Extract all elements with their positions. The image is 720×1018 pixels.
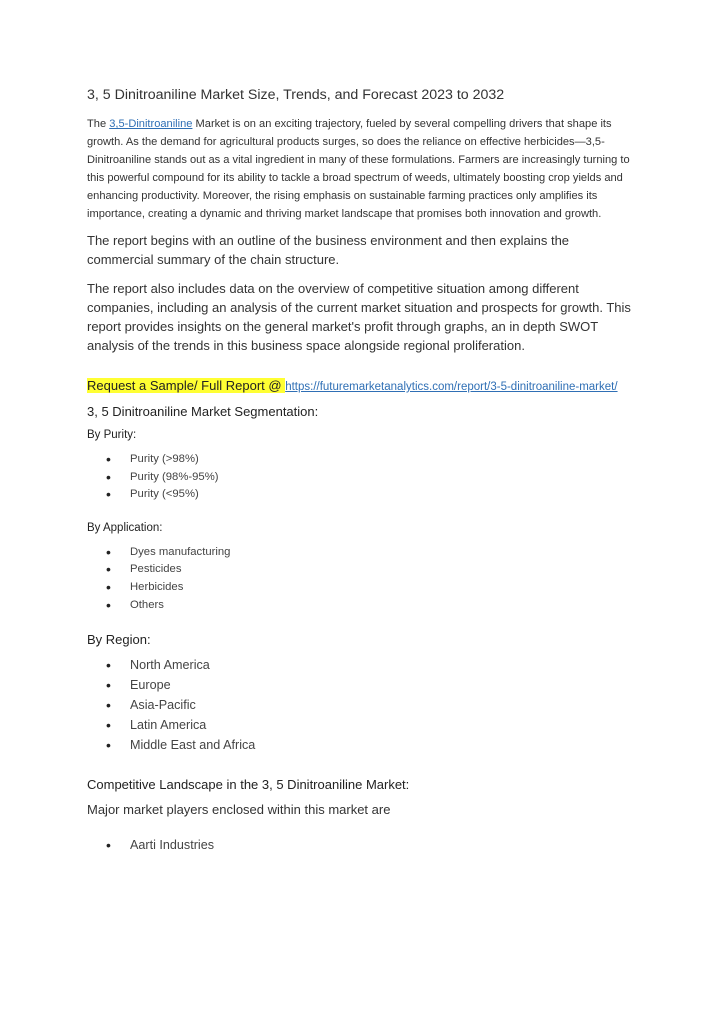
application-list xyxy=(87,544,635,614)
list-item: • Others xyxy=(87,597,635,615)
request-sample-label: Request a Sample/ Full Report @ xyxy=(87,378,286,393)
report-outline-paragraph: The report begins with an outline of the business environment and then explains the commercial summary of the chain structure. xyxy=(87,233,570,267)
list-item: • Asia-Pacific xyxy=(87,695,635,715)
list-item: • Aarti Industries xyxy=(87,835,635,855)
list-item: • Purity (>98%) xyxy=(87,451,635,469)
list-item: • Purity (<95%) xyxy=(87,486,635,504)
intro-prefix: The xyxy=(87,118,110,130)
competitive-intro: Major market players enclosed within this market are xyxy=(87,802,391,818)
market-players-list xyxy=(87,835,635,855)
list-item: • Herbicides xyxy=(87,579,635,597)
region-list xyxy=(87,655,635,755)
list-item: • Pesticides xyxy=(87,561,635,579)
list-item: • Dyes manufacturing xyxy=(87,544,635,562)
list-item: • Middle East and Africa xyxy=(87,735,635,755)
report-url-link[interactable]: https://futuremarketanalytics.com/report/3-5-dinitroaniline-market/ xyxy=(285,381,618,393)
list-item: • Purity (98%-95%) xyxy=(87,469,635,487)
purity-list xyxy=(87,451,635,504)
intro-paragraph xyxy=(87,115,635,223)
competitive-landscape-heading: Competitive Landscape in the 3, 5 Dinitroaniline Market: xyxy=(87,777,410,793)
intro-text: Market is on an exciting trajectory, fueled by several compelling drivers that shape its growth. As the demand for agricultural products surges, so does the reliance on effective herbicides—3,5-Dinitroaniline stands out as a vital ingredient in many of these formulations. Farmers are increasingly turning to this powerful compound for its ability to tackle a broad spectrum of weeds, ultimately boosting crop yields and enhancing productivity. Moreover, the rising emphasis on sustainable farming practices only amplifies its importance, creating a dynamic and thriving market landscape that promises both innovation and growth. xyxy=(87,118,630,220)
document-content xyxy=(87,87,635,855)
segmentation-heading: 3, 5 Dinitroaniline Market Segmentation: xyxy=(87,404,319,419)
request-sample-block xyxy=(87,377,635,396)
list-item: • Europe xyxy=(87,675,635,695)
list-item: • Latin America xyxy=(87,715,635,735)
list-item: • North America xyxy=(87,655,635,675)
by-application-heading: By Application: xyxy=(87,521,163,534)
report-details-paragraph: The report also includes data on the overview of competitive situation among different companies, including an analysis of the current market situation and prospects for growth. This report provides insights on the general market's profit through graphs, an in depth SWOT analysis of the trends in this business space alongside regional proliferation. xyxy=(87,281,631,353)
product-link[interactable]: 3,5-Dinitroaniline xyxy=(109,118,193,130)
by-purity-heading: By Purity: xyxy=(87,429,137,441)
by-region-heading: By Region: xyxy=(87,632,151,648)
document-title: 3, 5 Dinitroaniline Market Size, Trends, and Forecast 2023 to 2032 xyxy=(87,87,505,103)
